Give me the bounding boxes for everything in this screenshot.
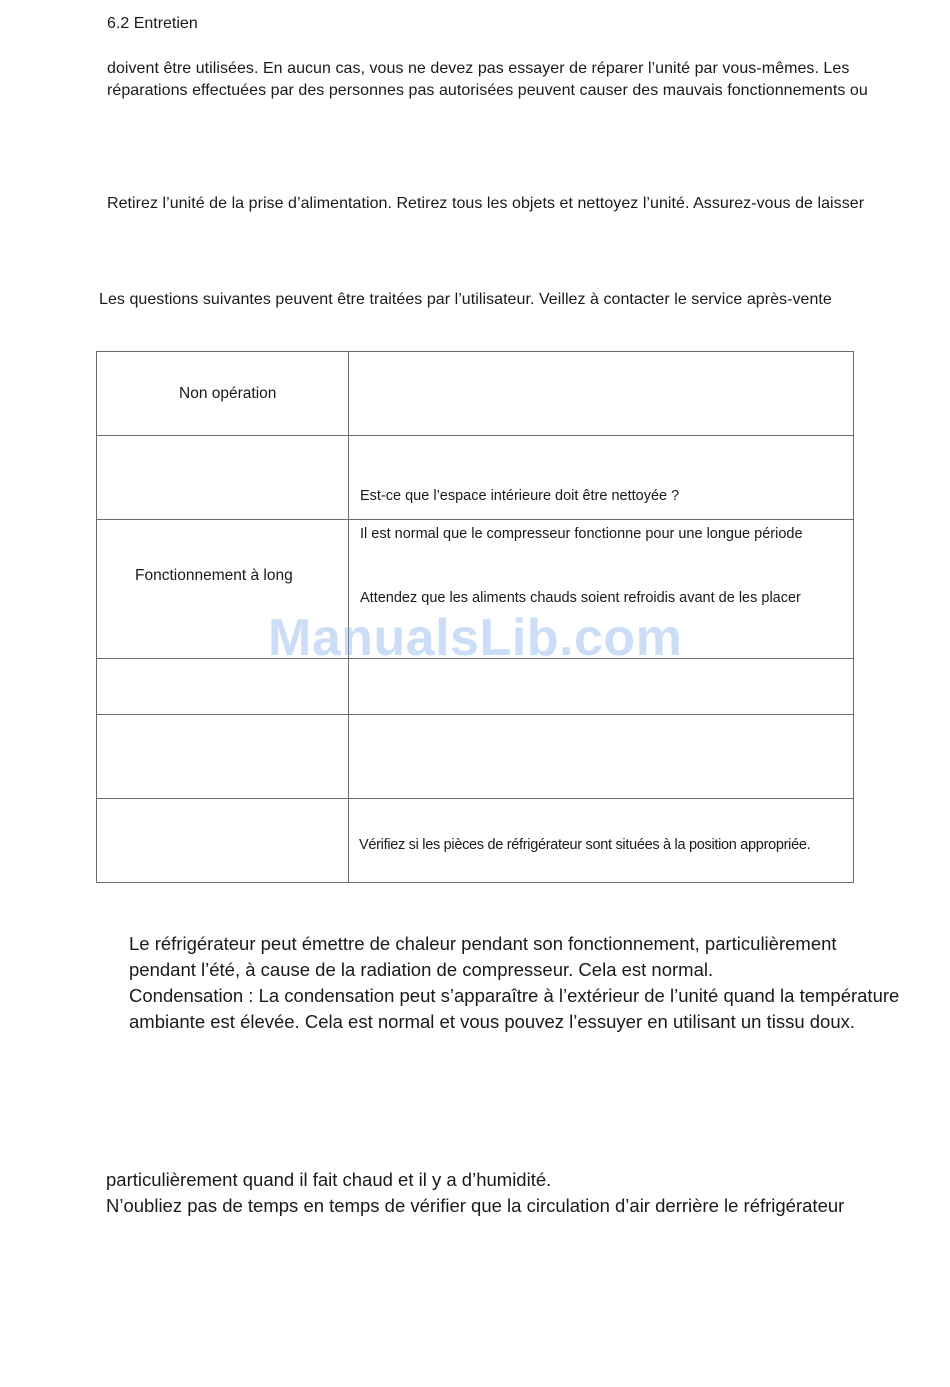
solution-cell bbox=[349, 715, 854, 799]
solution-cell bbox=[349, 799, 854, 883]
problem-label: Fonctionnement à long bbox=[135, 567, 293, 584]
closing-line-1: particulièrement quand il fait chaud et il y a d’humidité. bbox=[106, 1169, 552, 1190]
table-row bbox=[97, 352, 854, 436]
solution-cell bbox=[349, 436, 854, 520]
repair-paragraph-line-2: réparations effectuées par des personnes pas autorisées peuvent causer des mauvais fonctionnements ou bbox=[107, 82, 868, 99]
problem-cell bbox=[97, 799, 349, 883]
solution-text: Vérifiez si les pièces de réfrigérateur sont situées à la position appropriée. bbox=[359, 837, 811, 853]
notes-line-3: Condensation : La condensation peut s’apparaître à l’extérieur de l’unité quand la température bbox=[129, 985, 900, 1006]
table-row bbox=[97, 436, 854, 520]
notes-line-1: Le réfrigérateur peut émettre de chaleur pendant son fonctionnement, particulièrement bbox=[129, 933, 837, 954]
unplug-paragraph: Retirez l’unité de la prise d’alimentation. Retirez tous les objets et nettoyez l’unité. Assurez-vous de laisser bbox=[107, 195, 865, 212]
section-heading: 6.2 Entretien bbox=[107, 15, 198, 32]
problem-cell bbox=[97, 715, 349, 799]
solution-text: Il est normal que le compresseur fonctionne pour une longue période bbox=[360, 526, 803, 542]
solution-cell bbox=[349, 352, 854, 436]
solution-text: Attendez que les aliments chauds soient refroidis avant de les placer bbox=[360, 590, 801, 606]
problem-label: Non opération bbox=[179, 385, 277, 402]
repair-paragraph-line-1: doivent être utilisées. En aucun cas, vous ne devez pas essayer de réparer l’unité par vous-mêmes. Les bbox=[107, 60, 850, 77]
notes-line-4: ambiante est élevée. Cela est normal et vous pouvez l’essuyer en utilisant un tissu doux. bbox=[129, 1011, 856, 1032]
notes-line-2: pendant l’été, à cause de la radiation de compresseur. Cela est normal. bbox=[129, 959, 714, 980]
table-row bbox=[97, 715, 854, 799]
solution-text: Est-ce que l’espace intérieure doit être nettoyée ? bbox=[360, 488, 680, 504]
closing-line-2: N’oubliez pas de temps en temps de vérifier que la circulation d’air derrière le réfrigérateur bbox=[106, 1195, 845, 1216]
problem-cell bbox=[97, 352, 349, 436]
questions-paragraph: Les questions suivantes peuvent être traitées par l’utilisateur. Veillez à contacter le service après-vente bbox=[99, 291, 832, 308]
problem-cell bbox=[97, 436, 349, 520]
table-row bbox=[97, 799, 854, 883]
watermark-logo: ManualsLib.com bbox=[268, 609, 683, 667]
